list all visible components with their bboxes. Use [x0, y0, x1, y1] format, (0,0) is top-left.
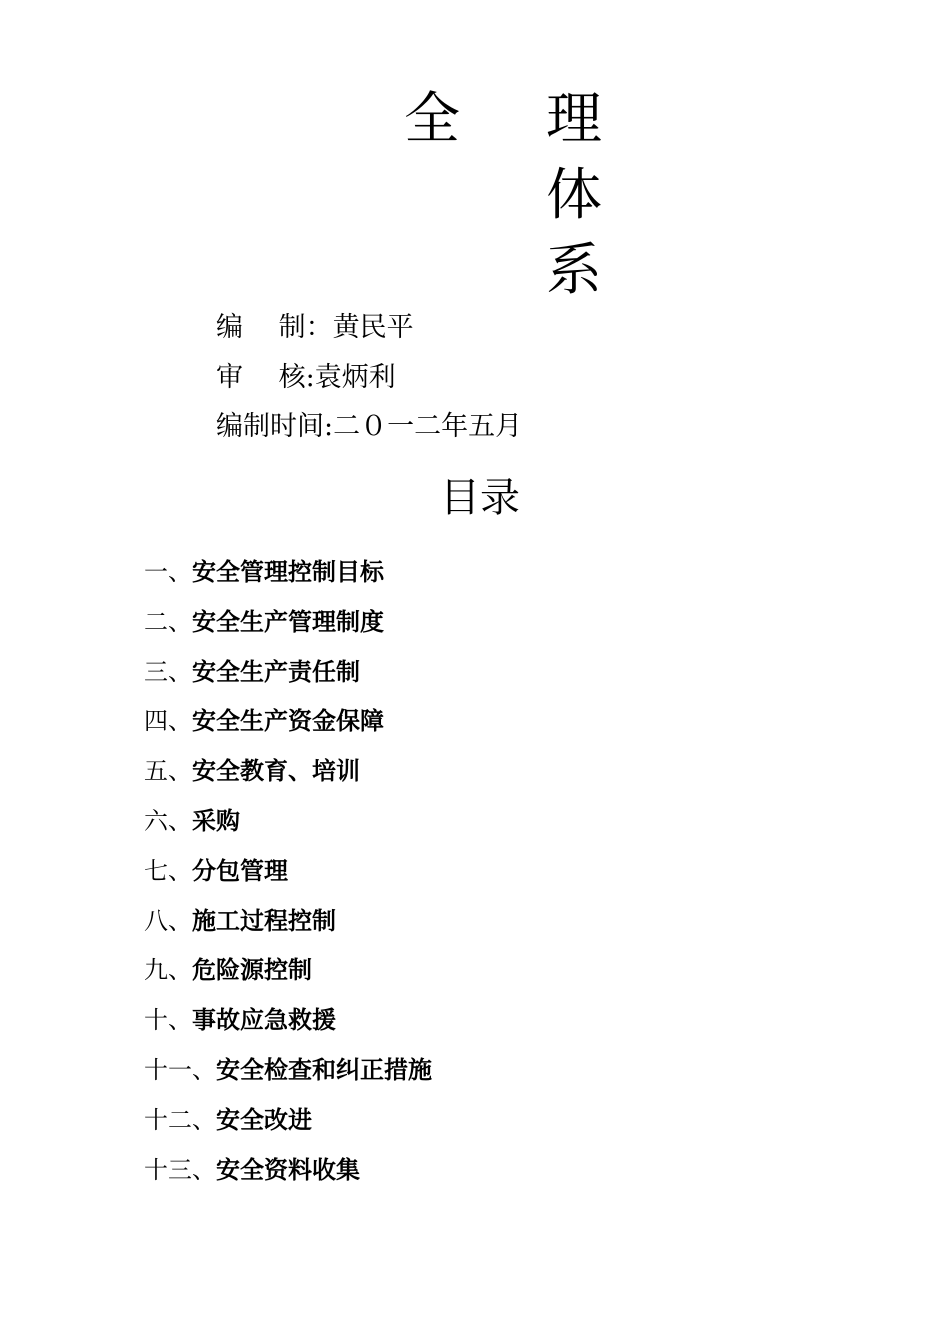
date-line: 编制时间:二０一二年五月 — [216, 411, 523, 442]
toc-item-text: 安全检查和纠正措施 — [216, 1055, 432, 1084]
toc-item-text: 安全生产资金保障 — [192, 707, 384, 736]
toc-item-text: 安全资料收集 — [216, 1155, 360, 1184]
toc-item-number: 十二、 — [144, 1105, 216, 1134]
toc-item — [144, 1154, 432, 1204]
toc-item-number: 三、 — [144, 657, 192, 686]
title-char-xi: 系 — [546, 238, 602, 303]
toc-item-text: 安全管理控制目标 — [192, 558, 384, 586]
toc-item-text: 危险源控制 — [192, 956, 312, 985]
toc-title: 目录 — [440, 475, 520, 521]
toc-item — [144, 855, 432, 905]
toc-item — [144, 954, 432, 1004]
toc-item-number: 十三、 — [144, 1155, 216, 1184]
toc-item — [144, 1104, 432, 1154]
toc-item-number: 六、 — [144, 806, 192, 835]
title-char-li: 理 — [546, 87, 602, 152]
toc-item-number: 十、 — [144, 1006, 192, 1035]
editor-line: 编 制：黄民平 — [216, 312, 414, 343]
title-char-quan: 全 — [404, 87, 460, 152]
toc-item-text: 安全生产管理制度 — [192, 607, 384, 636]
toc-item-text: 安全教育、培训 — [192, 757, 360, 786]
toc-item-number: 五、 — [144, 757, 192, 786]
toc-item-text: 事故应急救援 — [192, 1006, 336, 1035]
toc-item — [144, 556, 432, 606]
toc-item — [144, 606, 432, 656]
toc-item-number: 八、 — [144, 906, 192, 935]
toc-item-number: 四、 — [144, 707, 192, 736]
table-of-contents — [144, 556, 432, 1203]
toc-item — [144, 905, 432, 955]
toc-item-text: 安全改进 — [216, 1105, 312, 1134]
toc-item-number: 一、 — [144, 558, 192, 586]
toc-item-number: 九、 — [144, 956, 192, 985]
toc-item — [144, 1054, 432, 1104]
toc-item — [144, 705, 432, 755]
toc-item-text: 安全生产责任制 — [192, 657, 360, 686]
toc-item-number: 二、 — [144, 607, 192, 636]
reviewer-line: 审 核:袁炳利 — [216, 362, 396, 393]
toc-item-number: 十一、 — [144, 1055, 216, 1084]
toc-item — [144, 805, 432, 855]
toc-item-text: 施工过程控制 — [192, 906, 336, 935]
toc-item-text: 采购 — [192, 806, 240, 835]
title-char-ti: 体 — [546, 163, 602, 228]
toc-item — [144, 656, 432, 706]
toc-item — [144, 755, 432, 805]
toc-item-text: 分包管理 — [192, 856, 288, 885]
toc-item — [144, 1004, 432, 1054]
toc-item-number: 七、 — [144, 856, 192, 885]
